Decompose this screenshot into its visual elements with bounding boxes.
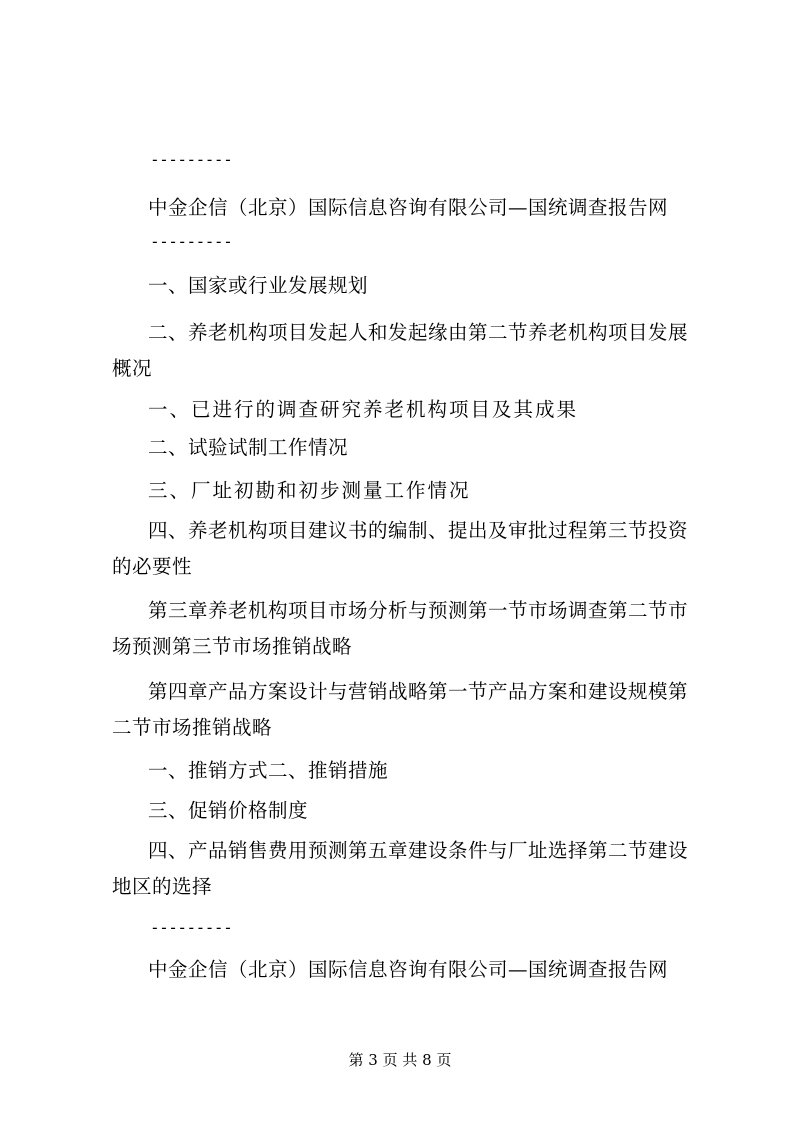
paragraph: 四、产品销售费用预测第五章建设条件与厂址选择第二节建设地区的选择 bbox=[112, 839, 689, 898]
paragraph: 四、养老机构项目建议书的编制、提出及审批过程第三节投资的必要性 bbox=[112, 519, 689, 578]
paragraph: 一、推销方式二、推销措施 bbox=[148, 759, 389, 782]
separator-line: --------- bbox=[150, 918, 233, 937]
paragraph: 一、国家或行业发展规划 bbox=[148, 274, 369, 297]
paragraph: 第三章养老机构项目市场分析与预测第一节市场调查第二节市场预测第三节市场推销战略 bbox=[112, 599, 689, 658]
paragraph: 第四章产品方案设计与营销战略第一节产品方案和建设规模第二节市场推销战略 bbox=[112, 680, 689, 739]
paragraph: 二、养老机构项目发起人和发起缘由第二节养老机构项目发展概况 bbox=[112, 321, 689, 380]
paragraph: 一、已进行的调查研究养老机构项目及其成果 bbox=[148, 398, 579, 421]
page-footer: 第 3 页 共 8 页 bbox=[348, 1051, 452, 1069]
paragraph: 三、厂址初勘和初步测量工作情况 bbox=[148, 479, 471, 502]
paragraph: 三、促销价格制度 bbox=[148, 799, 309, 822]
paragraph: 二、试验试制工作情况 bbox=[148, 436, 349, 459]
separator-line: --------- bbox=[150, 150, 233, 169]
company-line: 中金企信（北京）国际信息咨询有限公司—国统调查报告网 bbox=[148, 196, 669, 219]
company-line: 中金企信（北京）国际信息咨询有限公司—国统调查报告网 bbox=[148, 958, 669, 981]
separator-line: --------- bbox=[150, 232, 233, 251]
